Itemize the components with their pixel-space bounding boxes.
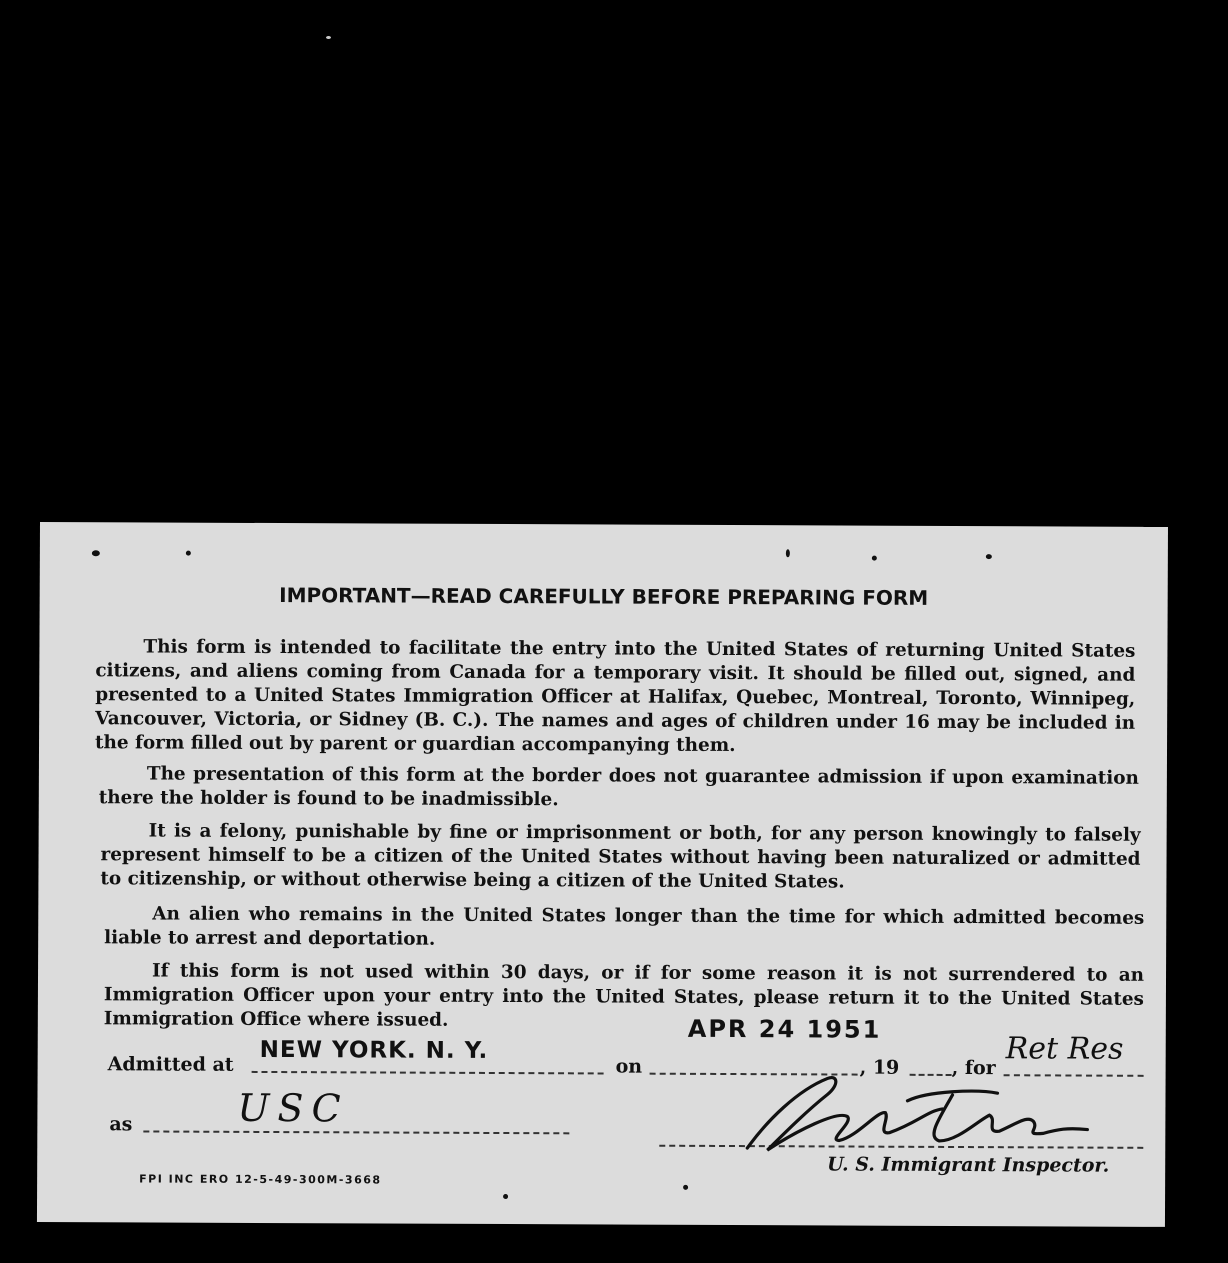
port-stamp: NEW YORK. N. Y. (259, 1036, 489, 1064)
ink-speck (786, 549, 790, 557)
on-label: on (615, 1055, 643, 1078)
paragraph-admission: The presentation of this form at the border does not guarantee admission if upon examination there the holder is found to be inadmissible. (98, 763, 1139, 811)
ink-speck (872, 556, 877, 561)
for-label: , for (951, 1056, 996, 1080)
print-code: FPI INC ERO 12-5-49-300M-3668 (139, 1172, 382, 1187)
paragraph-purpose: This form is intended to facilitate the entry into the United States of returning United States citizens, and aliens coming from Canada for a temporary visit. It should be filled out, signed, and presented to a United States Immigration Officer at Halifax, Quebec, Montreal, Toronto, Winnipeg, Vancouver, Victoria, or Sidney (B. C.). The names and ages of children under 16 may be included in the form filled out by parent or guardian accompanying them. (94, 636, 1136, 757)
ink-speck (986, 554, 992, 559)
paragraph-felony: It is a felony, punishable by fine or imprisonment or both, for any person knowingly to falsely represent himself to be a citizen of the United States without having been naturalized or admitted to citizenship, or without otherwise being a citizen of the United States. (100, 820, 1141, 893)
date-stamp: APR 24 1951 (687, 1014, 882, 1044)
form-heading: IMPORTANT—READ CAREFULLY BEFORE PREPARING FORM (279, 583, 929, 610)
inspector-signature (727, 1070, 1107, 1162)
ink-speck (186, 551, 191, 556)
class-field[interactable] (143, 1130, 569, 1134)
immigration-form-card (37, 522, 1168, 1227)
year-label: , 19 (859, 1056, 900, 1079)
paragraph-deportation: An alien who remains in the United States longer than the time for which admitted becomes liable to arrest and deportation. (104, 903, 1145, 950)
class-handwriting: USC (237, 1085, 349, 1131)
inspector-label: U. S. Immigrant Inspector. (827, 1153, 1110, 1177)
paragraph-return: If this form is not used within 30 days, or if for some reason it is not surrendered to an Immigration Officer upon your entry into the United States, please return it to the United States Immigration Office where issued. (103, 960, 1145, 1031)
admitted-at-field[interactable] (252, 1071, 604, 1075)
ink-speck (503, 1194, 508, 1199)
as-label: as (109, 1113, 133, 1136)
ink-speck (92, 550, 100, 556)
purpose-handwriting: Ret Res (1005, 1031, 1124, 1067)
ink-speck (683, 1185, 688, 1190)
scan-speck (326, 36, 331, 39)
admitted-at-label: Admitted at (107, 1053, 234, 1076)
